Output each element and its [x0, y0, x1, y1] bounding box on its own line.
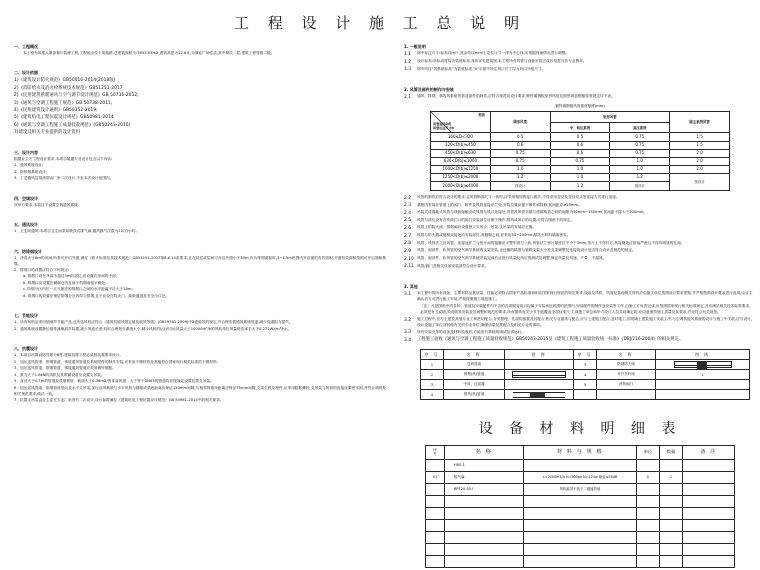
table-row — [426, 508, 735, 520]
item-text: 风管与防火墙或楼板交接处的安装部位,其缝隙之间,应采用50~200mm厚防火材料填塞密实。 — [417, 233, 571, 238]
eq-header-remark: 备 注 — [683, 446, 735, 460]
section-line: a. 排烟口设在净高不超过3m的部位,应设置在房间的中部; — [23, 274, 118, 279]
legend-header-symbol-2: 图 例 — [656, 350, 750, 360]
eq-cell-qty — [660, 508, 683, 520]
table-row — [421, 390, 750, 400]
table-row — [431, 157, 730, 165]
table-header-row — [421, 350, 750, 360]
numbered-item — [404, 51, 756, 58]
numbered-item — [404, 195, 756, 202]
eq-cell-remark — [683, 544, 735, 556]
item-text: 风管的制作应符合设计的要求,且风管断面尺寸一致时,应采用相同的接口做法,不得采用变径及变径弯头等连接方式进行连接。 — [417, 194, 620, 199]
item-text: 风管、风管法兰及风管、连接处法兰与垫片间的接触应平整牢固与一致,风管法兰垫片厚度应不小于3mm,垫片上不得钉订,其接缝处应搭接严密且不得有明显的孔洞。 — [417, 240, 685, 245]
section-heading-duct-fabrication: 2. 风管及部件的制作与安装 — [404, 86, 454, 92]
item-number: 3.3 — [404, 330, 411, 336]
eq-cell-unit — [637, 544, 660, 556]
eq-cell-spec: 风机能效不低于二级能效值 — [524, 484, 637, 496]
legend-cell-name: 送风管道 — [444, 360, 505, 370]
eq-header-unit: 单位 — [637, 446, 660, 460]
table-row — [431, 133, 730, 141]
cell-diameter: 160≤D<320 — [431, 133, 491, 141]
header-dust-duct: 除尘系统风管 — [670, 112, 730, 133]
table-row — [426, 532, 735, 544]
header-rect-duct: 矩形风管 — [550, 112, 670, 123]
cell-diameter: 450<D(b)≤630 — [431, 149, 491, 157]
cell-circular: 0.75 — [490, 157, 550, 165]
section-line: 3、加压送风管道、排烟管道、事故通风管道应采用镀锌钢板。 — [14, 366, 116, 371]
standard-item: 6)《通风与空调工程施工质量验收规范》(GB50243-2016) — [14, 122, 131, 128]
corner-label-right: 类别 — [478, 113, 485, 118]
section-line: 2、防排烟系统设计; — [14, 169, 48, 174]
eq-cell-qty — [660, 532, 683, 544]
section-line: 6、加压送风管道、排烟管道竖向及水平支吊架,加压送风系统与水平风管与楼板或梁底距离应保证150mm间隙,与相邻管道净距离应保证75mm间隙,支架生根及埋件,应采用膨胀螺栓,支吊架与风管的连接应紧密牢固,并符合消防及相关规范要求,做法一致。 — [14, 385, 386, 396]
section-line: 1、本项目抗震设防烈度为6度,建筑抗震工程必须按抗震要求设计。 — [14, 353, 124, 358]
section-line: 1、净高大于6m的房间,所需可开启外窗,满足《防火标准及其技术规范》GB51251-2017第8.6.15条要求,且在同层或层间可开启外窗小于30m,作为排烟面积时,3~1.5m范围内开启窗的有效面积,开窗有效面积按照可开启面积核算。 — [14, 255, 386, 266]
eq-cell-spec — [524, 496, 637, 508]
legend-cell-no: 5 — [574, 380, 597, 390]
item-text: 施工过程中,应与土建及其他专业工种密切配合,各类预埋、孔洞的留置及其配合,相关专业图纸与配合,应与土建施工配合,及时施工,应明确土建及施工安装工序,与空调其他风系统的设计与施工中关联,应与设计、设计及施工单位及其他有关的专业单位,确保质量及其配合及相关专业的事项。 — [417, 316, 755, 327]
spacer — [14, 236, 386, 243]
numbered-item — [404, 94, 756, 101]
legend-cell-name: 对开多叶阀 — [597, 370, 656, 380]
cell-circular: 0.75 — [490, 149, 550, 157]
legend-header-name-1: 名 称 — [444, 350, 505, 360]
eq-cell-unit: 台 — [637, 472, 660, 484]
standard-item: 4)《民用建筑设计通则》GB50352-2019; — [14, 108, 98, 114]
header-corner-cell — [431, 112, 491, 133]
section-line: 1、通风系统设计; — [14, 163, 44, 168]
table-row — [421, 380, 750, 390]
item-text: 设计标高:所标高度均为梁底标高,具体详见建筑图,本工程所有风管与设备安装完成后均需与各专业核对。 — [417, 58, 587, 63]
cell-diameter: 2000<D(b)≤4000 — [431, 182, 491, 190]
eq-cell-no — [426, 484, 445, 496]
section-line: 2、排烟口的设置应符合下列规定: — [14, 267, 70, 272]
eq-cell-qty — [660, 520, 683, 532]
spacer — [404, 271, 756, 278]
item-text: 风管上的防火阀、排烟阀应设置独立支吊点、吊架,支吊架的安装应正确。 — [417, 225, 537, 230]
eq-cell-unit — [637, 556, 660, 568]
damper-symbol-icon — [513, 392, 565, 398]
numbered-item — [404, 337, 756, 344]
cell-rect-high: 1.0 — [610, 157, 670, 165]
section-line: c. 防烟分区内任一点与最近的排烟口之间的水平距离不应大于30m; — [23, 287, 133, 292]
numbered-item — [404, 233, 756, 240]
page-title: 工 程 设 计 施 工 总 说 明 — [233, 14, 527, 32]
cell-rect-high: 按设计 — [610, 182, 670, 190]
section-heading-energy-saving: 七、节能设计 — [14, 313, 38, 319]
cell-circular: 1.2 — [490, 174, 550, 182]
eq-cell-qty: 1 — [660, 472, 683, 484]
cell-rect-high: 1.0 — [610, 166, 670, 174]
numbered-item — [404, 210, 756, 217]
section-heading-general-notes: 1. 一般说明 — [404, 44, 426, 49]
section-heading-others: 3. 其他 — [404, 283, 418, 289]
numbered-item — [404, 317, 756, 329]
equipment-schedule-block — [404, 418, 756, 568]
legend-cell-name: 防烟防火阀 — [597, 360, 656, 370]
cell-rect-low: 1.0 — [550, 174, 610, 182]
item-text: 图中标注尺寸:标高以m计,其余均以mm计,定位尺寸一律为中心线,可根据现场情况进行调整。 — [417, 51, 569, 56]
legend-cell-symbol — [656, 380, 750, 390]
eq-cell-unit — [637, 520, 660, 532]
numbered-item — [404, 59, 756, 66]
eq-cell-qty — [660, 460, 683, 472]
eq-cell-name — [445, 520, 524, 532]
legend-cell-no: 1 — [421, 360, 444, 370]
item-number: 2.7 — [404, 233, 411, 239]
eq-cell-name — [445, 508, 524, 520]
legend-cell-symbol: 1 — [656, 370, 750, 380]
cell-diameter: 630<D(b)≤1000 — [431, 157, 491, 165]
eq-cell-name — [445, 496, 524, 508]
eq-cell-remark — [683, 508, 735, 520]
item-text: 本工程中的所有设备、主要材料及其质量、性能必须符合国家产品标准和相应国家现行规范的规定要求,设备及风机、风管及其他相关材料应由施工单位按照设计要求采购,并严格按照设计要求进行选用,由业主确认后方可进行施工安装,严格按照施工规范施工。 — [417, 291, 753, 302]
section-heading-seismic: 八、抗震设计 — [14, 346, 38, 352]
eq-cell-name — [445, 556, 524, 568]
eq-cell-remark — [683, 556, 735, 568]
standard-item: 2)《消防给水及消火栓系统技术规范》GB51251-2017 — [14, 85, 123, 91]
cell-rect-low: 0.6 — [550, 149, 610, 157]
eq-cell-name: HRS-1 — [445, 460, 524, 472]
eq-cell-qty — [660, 484, 683, 496]
eq-cell-name: 排气扇 — [445, 472, 524, 484]
cell-diameter: 1000<D(b)≤1250 — [431, 166, 491, 174]
eq-cell-remark — [683, 532, 735, 544]
eq-cell-spec — [524, 520, 637, 532]
section-line: d. 排烟口的设置应保证防烟分区内均匀排烟,且不应设在防火门、疏散通道及安全出口处。 — [23, 293, 169, 298]
cell-dust: 1.5 — [670, 141, 730, 149]
section-line: 2、加压送风管道、排烟管道、事故通风管道及系统附件的制作安装,应采用不燃材料及其他符合国家现行相关标准的不燃材料; — [14, 359, 218, 364]
cell-circular: 按设计 — [490, 182, 550, 190]
item-number: 3.1 — [404, 291, 411, 297]
item-text: 风管/阀门及相关设备安装须符合设计要求。 — [417, 263, 489, 268]
eq-cell-no — [426, 508, 445, 520]
section-heading-ventilation: 五、通风设计 — [14, 222, 38, 228]
cell-rect-low: 1.0 — [550, 166, 610, 174]
cell-rect-high: 0.75 — [610, 133, 670, 141]
item-text: 所有安装完毕的设备及材料验收后,方能进行系统的调试及试运行。 — [417, 329, 526, 334]
eq-cell-remark — [683, 496, 735, 508]
eq-cell-no — [426, 532, 445, 544]
section-line: 7、抗震支吊架由业主委托专业厂家进行二次设计,设计参数满足《建筑机电工程抗震设计规范》GB 50981-2014中的相关要求。 — [14, 398, 224, 403]
item-number: 1.3 — [404, 67, 411, 73]
item-number: 2.11 — [404, 264, 414, 270]
item-number: 3.2 — [404, 317, 411, 323]
eq-cell-unit — [637, 508, 660, 520]
table-row — [426, 460, 735, 472]
table-row — [426, 556, 735, 568]
standard-item: 3)《通风与空调工程施工规范》GB 50738-2011; — [14, 100, 113, 106]
cell-rect-low: 0.5 — [550, 133, 610, 141]
section-line: 5、直径大于0.7m的管道及风道系统、截面大于0.38m2/的垂直风道、大于等于DN65的管道均应按规定设置抗震支吊架。 — [14, 379, 214, 384]
item-text: 必须是有关说明,须说明其安装及其调整和规范的要求,所有图纸有关小节不能覆盖全部标准尺寸,须施工单位和甲方设计人员共同确定的,应同意保持施工质量及其要求,并应符合有关规范。 — [420, 310, 721, 315]
item-text: 风管与部位设有各类阀门口的阀门安装部位应便于操作,排风或风口的位置,应符合图纸下的规定。 — [417, 217, 575, 222]
cell-rect-low: 0.75 — [550, 157, 610, 165]
spacer — [404, 74, 756, 81]
cell-circular: 0.6 — [490, 141, 550, 149]
table-header-row — [426, 446, 735, 460]
numbered-item — [404, 256, 756, 263]
cell-circular: 0.5 — [490, 133, 550, 141]
spacer — [14, 57, 386, 64]
legend-symbol-table — [420, 349, 750, 400]
subheader-high-pressure: 高压系统 — [610, 122, 670, 133]
eq-cell-qty — [660, 544, 683, 556]
table-row — [426, 472, 735, 484]
spacer — [14, 183, 386, 190]
left-text-column — [14, 44, 386, 405]
item-text: 〔注〕凡是图纸中的各种、管道及安装配件内不含的各项服务项目均属于安装承包范围的范围内,安装配件的制作及安装等工作,由施工方负责完成,应按照国家现行相关标准规定,并应满足相关技术标准要求。 — [420, 303, 753, 308]
header-circular-duct: 圆形风管 — [490, 112, 550, 133]
table-row — [426, 520, 735, 532]
section-line: 3、工艺通风及排油烟由厂家二次设计,不在本次设计范围内。 — [14, 176, 114, 181]
legend-cell-symbol — [505, 380, 574, 390]
legend-cell-no: 4 — [421, 390, 444, 400]
item-number: 2.9 — [404, 248, 411, 254]
table-row — [426, 544, 735, 556]
cell-dust: 2.0 — [670, 157, 730, 165]
item-number: 1.1 — [404, 52, 411, 57]
corner-label-left: 风管直径D或 风管长边尺寸b — [433, 122, 454, 131]
table-row — [431, 166, 730, 174]
cell-dust-note: 按设计 — [670, 174, 730, 190]
legend-cell-symbol — [656, 360, 750, 370]
cell-rect-high: 0.75 — [610, 149, 670, 157]
duct-thickness-table-wrapper — [404, 104, 756, 191]
legend-header-no-1: 序 号 — [421, 350, 444, 360]
cell-diameter: 320<D(b)≤450 — [431, 141, 491, 149]
legend-header-name-2: 名 称 — [597, 350, 656, 360]
duct-steel-thickness-table — [430, 111, 730, 190]
eq-header-qty: 数量 — [660, 446, 683, 460]
section-heading-design-scope: 三、设计内容 — [14, 149, 38, 155]
eq-cell-no — [426, 556, 445, 568]
eq-header-no: 序 号 — [426, 446, 445, 460]
item-number: 2.1 — [404, 94, 411, 100]
eq-cell-no — [426, 520, 445, 532]
item-number: 2.10 — [404, 256, 414, 262]
section-paragraph: 本工程为凤凰大厦茶餐厅装修工程,工程地点位于凤凰路,总建筑面积为:7653.53m2,建筑高度为12.6米,为商业广场性质,其中餐饮二层,建筑工程等级二级。 — [23, 51, 275, 55]
item-number: 2.4 — [404, 210, 411, 216]
legend-header-symbol-1: 图 例 — [505, 350, 574, 360]
section-heading-design-basis: 二、设计依据 — [14, 70, 38, 76]
legend-cell-name: 排烟(风)管道 — [444, 370, 505, 380]
table-row — [426, 484, 735, 496]
section-line: 1、卫生间通风:本项目卫生间采用吸顶式排气扇,通风换气次数为10次/小时。 — [14, 229, 140, 234]
eq-cell-unit — [637, 532, 660, 544]
legend-cell-no: 2 — [421, 370, 444, 380]
section-heading-smoke-control: 六、防排烟设计 — [14, 248, 42, 254]
eq-cell-spec — [524, 544, 637, 556]
item-number: 2.5 — [404, 218, 411, 224]
table-row — [431, 174, 730, 182]
legend-cell-name: 回风阀门 — [597, 380, 656, 390]
eq-cell-no — [426, 544, 445, 556]
eq-cell-no — [426, 496, 445, 508]
item-number: 2.2 — [404, 195, 411, 201]
eq-cell-spec — [524, 532, 637, 544]
legend-cell-no: 3 — [574, 360, 597, 370]
spacer — [14, 137, 386, 144]
section-line: 1、所有风机应采用低噪声节能产品,且所选风机应符合《通风机能效限定值及能效等级》(GB19761-2009)中2级能效的规定,并合理布置通风系统管道,减少管道阻力损失。 — [14, 320, 293, 325]
section-heading-hvac: 四、空调设计 — [14, 195, 38, 201]
eq-cell-qty — [660, 496, 683, 508]
eq-cell-remark — [683, 472, 735, 484]
eq-cell-remark — [683, 460, 735, 472]
item-number: 2.3 — [404, 203, 411, 209]
item-text: 系统内安装在管道上的阀门、附件及风管连接法兰处,安装位置应便于操作和检修,其间距应≥25mm。 — [417, 202, 582, 207]
eq-cell-no — [426, 460, 445, 472]
legend-cell-name: 排风(风)管道 — [444, 390, 505, 400]
item-text: 风管、阀部件、软风管的空气调节系统安装完成后应进行风量及风压的测试及调整,保证风量及风速、产量、不漏风。 — [417, 255, 607, 260]
numbered-item — [404, 225, 756, 232]
cell-rect-low: 0.6 — [550, 141, 610, 149]
eq-cell-remark — [683, 484, 735, 496]
cell-dust: 2.0 — [670, 166, 730, 174]
eq-cell-spec — [524, 460, 637, 472]
cell-diameter: 1250<D(b)≤2000 — [431, 174, 491, 182]
section-line: b. 排烟口应设置在储烟仓内且低于挡烟垂壁下缘处; — [23, 280, 107, 285]
eq-cell-name: BPT20-30-I — [445, 484, 524, 496]
eq-cell-spec: L=2000m3/h H=300pa N=120w 噪音≤56dB — [524, 472, 637, 484]
numbered-item — [404, 329, 756, 336]
numbered-item — [404, 248, 756, 255]
cell-rect-high: 1.2 — [610, 174, 670, 182]
legend-cell-symbol — [505, 360, 574, 370]
duct-symbol-icon — [512, 371, 566, 378]
table-row — [431, 149, 730, 157]
standard-item: 5)《建筑机电工程抗震设计规范》GB50981-2014 — [14, 115, 114, 121]
table-header-row — [431, 112, 730, 123]
item-number: 3.4 — [404, 337, 411, 343]
spacer — [14, 333, 386, 340]
section-heading-project-overview: 一、工程概况 — [14, 44, 38, 49]
table-row — [426, 496, 735, 508]
eq-cell-unit — [637, 484, 660, 496]
cell-circular: 1.0 — [490, 166, 550, 174]
legend-cell-symbol — [505, 390, 574, 400]
item-text: 图中所注"风系统标高"为管底标高,"h"平面中所注风口尺寸均为风口外框尺寸。 — [417, 66, 546, 71]
item-text: 风管、阀部件、软风管的空气调节系统的支架安装,正压侧的精度与管路支架大小及支架调整及连接的设计是否符合设计及规范的规定。 — [417, 248, 636, 253]
cell-dust: 2.0 — [670, 149, 730, 157]
item-number: 1.2 — [404, 59, 411, 65]
numbered-item — [404, 291, 756, 303]
legend-header-no-2: 序 号 — [574, 350, 597, 360]
cell-dust: 1.5 — [670, 133, 730, 141]
table-row — [421, 360, 750, 370]
eq-cell-remark — [683, 520, 735, 532]
eq-cell-qty — [660, 556, 683, 568]
eq-cell-name — [445, 532, 524, 544]
spacer — [14, 300, 386, 307]
item-number: 2.6 — [404, 226, 411, 232]
legend-cell-symbol — [656, 390, 750, 400]
section-line: 根据业主方工程设计要求,本项目暖通专业设计包含以下内容: — [14, 156, 113, 161]
standard-item: 7)建设及相关专业提供的设计资料 — [14, 130, 81, 136]
duct-table-caption: 镀锌薄钢板风管板材厚度(mm) — [555, 104, 605, 108]
standard-item: 2)《民用建筑供暖通风与空气调节设计规范》GB 50736-2012; — [14, 93, 139, 99]
spacer — [14, 209, 386, 216]
equipment-material-schedule-table — [425, 445, 735, 568]
numbered-item — [404, 263, 756, 270]
legend-cell-name: 中效、过滤器 — [444, 380, 505, 390]
cell-rect-low: 1.2 — [550, 182, 610, 190]
item-number: 2.8 — [404, 241, 411, 247]
equipment-schedule-title: 设 备 材 料 明 细 表 — [478, 421, 682, 437]
eq-header-spec: 材 料 与 规 格 — [524, 446, 637, 460]
legend-cell-no: 4 — [574, 370, 597, 380]
section-line: 4、重力大于1.8kN的风机及其附属设备应设置支吊架。 — [14, 372, 105, 377]
legend-cell-no — [574, 390, 597, 400]
eq-cell-unit — [637, 496, 660, 508]
right-text-column — [404, 44, 756, 400]
cell-rect-high: 0.75 — [610, 141, 670, 149]
eq-cell-unit — [637, 460, 660, 472]
table-row — [431, 141, 730, 149]
numbered-item — [404, 66, 756, 73]
table-row — [421, 370, 750, 380]
section-line: 2、通风系统设置静压箱等减噪消声装置,减少风道长度;同时合理划分系统大小,减少风机的运行时间;风量大于10000m³/h的风机单位风量耗功率不大于0.271W/(m³/h);。 — [14, 326, 292, 331]
section-paragraph: 应甲方要求,本项目不设置空调通风系统 — [14, 202, 78, 207]
standard-item: 1)《建筑设计防火规范》GB50016-2014(2018版) — [14, 78, 116, 84]
item-text: 吊装式或落地式风管与设备接触点或风管与风口连接处,弯管及风管末端与建筑构造之间的间隙为50mm~150mm,其间距不得大于200mm。 — [417, 210, 648, 215]
fire-damper-symbol-icon — [674, 361, 732, 368]
legend-cell-symbol — [505, 370, 574, 380]
subheader-low-pressure: 中、低压系统 — [550, 122, 610, 133]
numbered-item — [404, 202, 756, 209]
eq-cell-no: 01 — [426, 472, 445, 484]
legend-cell-no: 3 — [421, 380, 444, 390]
numbered-item — [404, 240, 756, 247]
eq-header-name: 名 称 — [445, 446, 524, 460]
eq-cell-spec — [524, 556, 637, 568]
eq-cell-name — [445, 544, 524, 556]
numbered-item — [404, 217, 756, 224]
item-text: 通风、排烟、事故风系统风管及部件的制作,应符合规范及设计要求,镀锌薄钢板矩形风管及圆形风管钢板厚度规定详下表。 — [417, 94, 615, 99]
legend-cell-name — [597, 390, 656, 400]
item-text: 工程施工验收《通风与空调工程施工质量验收规范》GB50243-2015及《建筑工程施工质量验收统一标准》《DBJ/216-2004》的相关规定。 — [417, 337, 684, 343]
eq-cell-spec — [524, 508, 637, 520]
